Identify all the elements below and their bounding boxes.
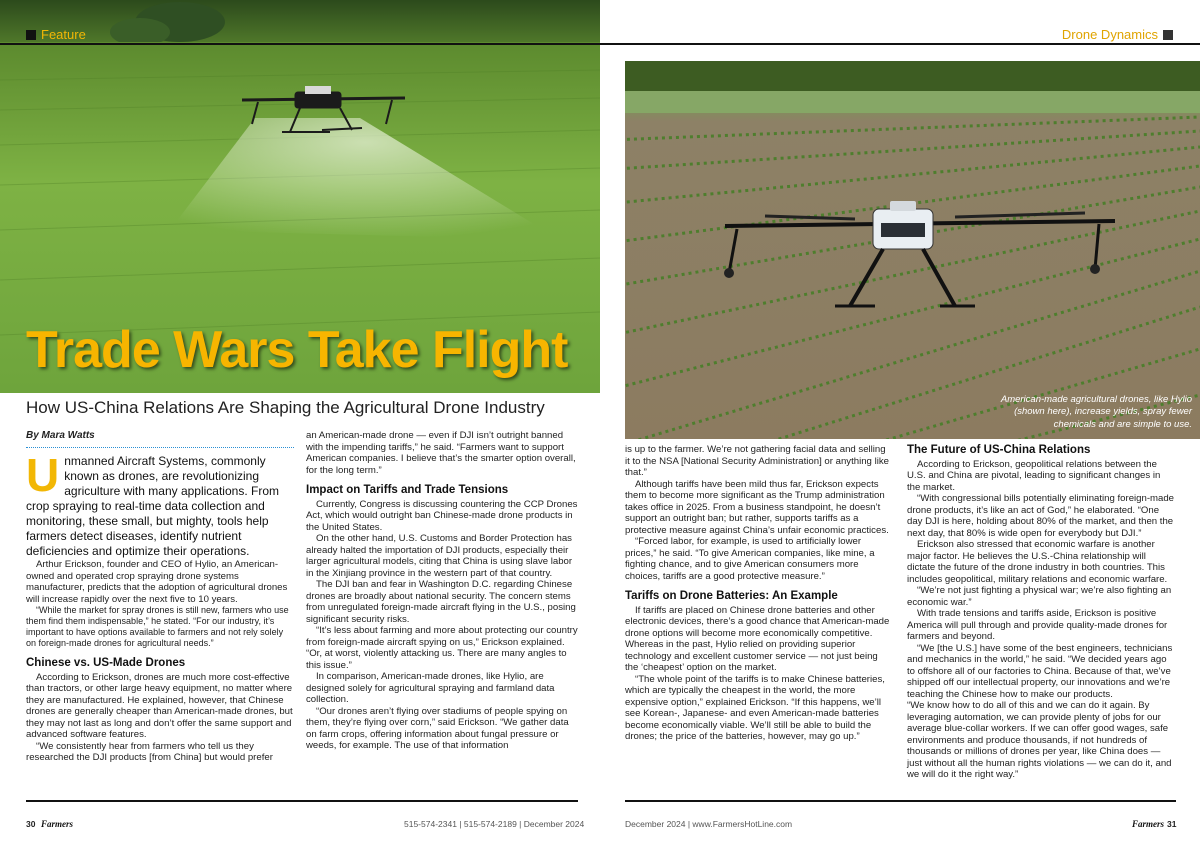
paragraph: If tariffs are placed on Chinese drone batteries and other electronic devices, there’s a good chance that American-made drone options will become more economically competitive. Whereas in the past, Hylio relied on providing superior technology and excellent customer service — not just being the ‘cheapest’ option on the market. — [625, 604, 890, 674]
section-heading: Tariffs on Drone Batteries: An Example — [625, 590, 838, 602]
text-column-4 — [907, 444, 1175, 781]
paragraph: Currently, Congress is discussing countering the CCP Drones Act, which would outright ban Chinese-made drone products in the United States. — [306, 498, 578, 533]
section-label: Feature — [41, 27, 86, 42]
page-number-left: 30 — [26, 819, 36, 829]
bottom-rule-left — [26, 800, 578, 802]
paragraph: The DJI ban and fear in Washington D.C. regarding Chinese drones are broadly about national security. The concern stems from unregulated foreign-made aircraft flying in the U.S., posing significant security risks. — [306, 579, 576, 625]
paragraph: “With congressional bills potentially eliminating foreign-made drone products, it’s like an act of God,” he elaborated. “One day DJI is here, holding about 80% of the market, and then the next day, that 80% is wide open for everybody but DJI.” — [907, 493, 1175, 539]
paragraph: According to Erickson, geopolitical relations between the U.S. and China are pivotal, leading to significant changes in the market. — [907, 458, 1161, 493]
hero-image-right — [625, 61, 1200, 439]
paragraph: According to Erickson, drones are much more cost-effective than tractors, or other large heavy equipment, no matter where they are manufactured. He explained, however, that Chinese drones are generally cheaper than American-made drones, but they may not last as long and don’t offer the same support and advanced software features. — [26, 671, 293, 741]
bottom-rule-right — [625, 800, 1176, 802]
text-column-3 — [625, 444, 893, 743]
section-label: Drone Dynamics — [1061, 27, 1158, 42]
paragraph: is up to the farmer. We’re not gathering facial data and selling it to the NSA [National Security Administration] or anything like that.” — [625, 444, 889, 478]
paragraph: “Our drones aren’t flying over stadiums of people spying on them, they’re flying over corn,” said Erickson. “We gather data on farm crops, offering information about fungal pressure or weeds, for example. The use of that information — [306, 705, 569, 752]
section-heading: The Future of US-China Relations — [907, 444, 1091, 456]
footer-contact-info: 515-574-2341 | 515-574-2189 | December 2024 — [404, 819, 585, 829]
page-number-right: 31 — [1167, 819, 1177, 829]
paragraph: With trade tensions and tariffs aside, Erickson is positive America will pull through and provide quality-made drones for farmers and beyond. — [907, 608, 1168, 643]
paragraph: Erickson also stressed that economic warfare is another major factor. He believes the U.S.-China relationship will dictate the future of the drone industry in both countries. This includes geopolitical, military relations and economic warfare. — [907, 539, 1168, 585]
publication-logo-right: Farmers — [1132, 819, 1165, 829]
paragraph: “We consistently hear from farmers who tell us they researched the DJI products [from China] but would prefer — [26, 740, 273, 764]
paragraph: an American-made drone — even if DJI isn’t outright banned with the impending tariffs,” he said. “Farmers want to support American companies. I believe that’s the smarter option overall, for the long term.” — [306, 430, 576, 476]
paragraph: “We [the U.S.] have some of the best engineers, technicians and mechanics in the world,” he said. “We decided years ago to offshore all of our factories to China. Because of that, we’ve shipped off our intellectual property, our innovations and we’re teaching the Chinese how to make our products. — [907, 642, 1173, 700]
paragraph: “We’re not just fighting a physical war; we’re also fighting an economic war.” — [907, 585, 1172, 608]
drop-cap: U — [26, 449, 60, 501]
square-bullet-icon — [1163, 30, 1173, 40]
lede-paragraph — [26, 449, 294, 559]
paragraph: On the other hand, U.S. Customs and Border Protection has already halted the importation of DJI products, especially their larger agricultural models, citing that China is using slave labor in the Xinjiang province in the western part of that country. — [306, 533, 573, 579]
paragraph: Arthur Erickson, founder and CEO of Hylio, an American-owned and operated crop spraying drone systems manufacturer, predicts that the adoption of agricultural drones will increase rapidly over the next five to 10 years. — [26, 559, 288, 605]
square-bullet-icon — [26, 30, 36, 40]
footer-website-info[interactable]: December 2024 | www.FarmersHotLine.com — [625, 819, 793, 829]
section-heading: Impact on Tariffs and Trade Tensions — [306, 484, 509, 496]
top-rule-right — [600, 43, 1200, 45]
paragraph: “While the market for spray drones is still new, farmers who use them find them indispensable,” he stated. “For our industry, it’s important to have options available to farmers and not rely solely on foreign-made drones for agricultural needs.” — [26, 605, 289, 648]
drone-crop-rows-illustration — [625, 61, 1200, 439]
text-column-2 — [306, 430, 578, 752]
paragraph: In comparison, American-made drones, like Hylio, are designed solely for agricultural spraying and farmland data collection. — [306, 671, 555, 706]
photo-caption: American-made agricultural drones, like Hylio (shown here), increase yields, spray fewer chemicals and are simple to use. — [1000, 393, 1192, 430]
article-subtitle: How US-China Relations Are Shaping the Agricultural Drone Industry — [26, 398, 545, 417]
publication-logo-left: Farmers — [41, 819, 74, 829]
paragraph: “Forced labor, for example, is used to artificially lower prices,” he said. “To give American companies, like mine, a fighting chance, and to give American consumers more choices, tariffs are a good protective measure.” — [625, 536, 875, 582]
paragraph: “It’s less about farming and more about protecting our country from foreign-made aircraft spying on us,” Erickson explained. “Or, at worst, violently attacking us. There are many angles to this issue.” — [306, 625, 578, 671]
paragraph: Although tariffs have been mild thus far, Erickson expects them to become more significant as the Trump administration takes office in 2025. From a business standpoint, he doesn’t support an outright ban; but rather, supports tariffs as a protective measure against China’s unfair economic practices. — [625, 478, 889, 536]
byline: By Mara Watts — [26, 430, 294, 448]
paragraph: “The whole point of the tariffs is to make Chinese batteries, which are typically the cheapest in the world, the more expensive option,” explained Erickson. “If this happens, we’ll see Korean-, Japanese- and even American-made batteries become economically viable. We’ll still be able to build the drones; the price of the batteries, however, may go up.” — [625, 673, 885, 743]
lede-text: nmanned Aircraft Systems, commonly known as drones, are revolutionizing agriculture with many applications. From crop spraying to real-time data collection and monitoring, these small, but mighty, tools help farmers detect diseases, identify nutrient deficiencies and optimize their operations. — [26, 454, 279, 558]
top-rule-left — [0, 43, 600, 45]
section-tag-feature — [26, 27, 86, 42]
section-tag-drone-dynamics — [1062, 27, 1173, 42]
text-column-1 — [26, 430, 294, 764]
paragraph: “We know how to do all of this and we can do it again. By leveraging automation, we can provide plenty of jobs for our average blue-collar workers. If we can offer good wages, safe environments and produce thousands, if not hundreds of thousands or millions of drones per year, like China does — just without all the human rights violations — we can do it, and we will do it the right way.” — [907, 700, 1172, 781]
section-heading: Chinese vs. US-Made Drones — [26, 656, 186, 669]
article-title: Trade Wars Take Flight — [26, 321, 568, 379]
